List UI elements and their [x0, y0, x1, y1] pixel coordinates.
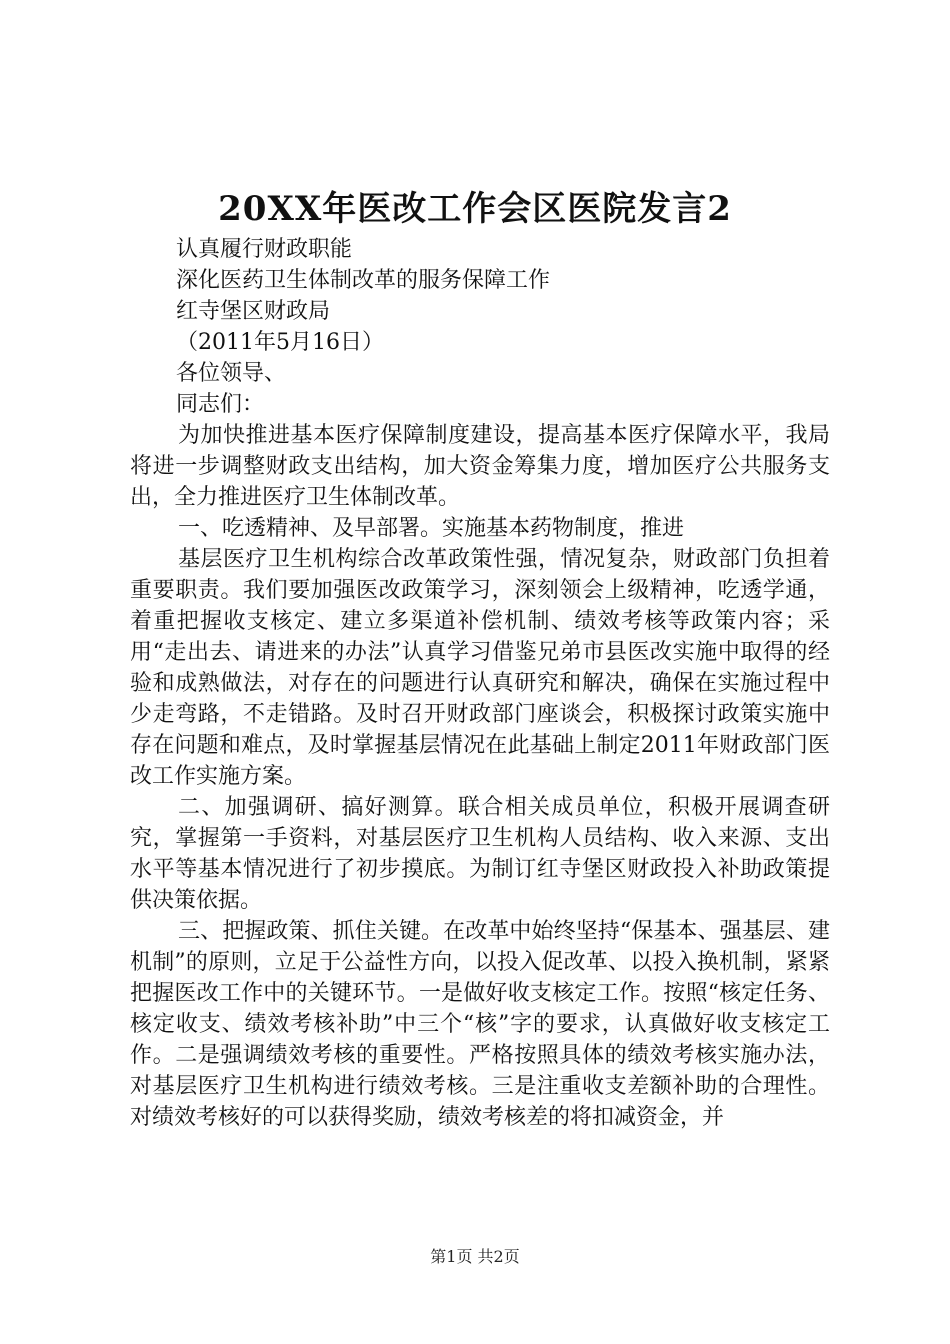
header-line-3: 红寺堡区财政局: [176, 299, 331, 324]
document-body: [130, 234, 830, 1133]
paragraph-intro: 为加快推进基本医疗保障制度建设，提高基本医疗保障水平，我局将进一步调整财政支出结构，加大资金筹集力度，增加医疗公共服务支出，全力推进医疗卫生体制改革。: [130, 423, 830, 510]
paragraph-section-1-heading: 一、吃透精神、及早部署。实施基本药物制度，推进: [178, 516, 685, 541]
paragraph-section-1-body: 基层医疗卫生机构综合改革政策性强，情况复杂，财政部门负担着重要职责。我们要加强医改政策学习，深刻领会上级精神，吃透学通，着重把握收支核定、建立多渠道补偿机制、绩效考核等政策内容；采用“走出去、请进来的办法”认真学习借鉴兄弟市县医改实施中取得的经验和成熟做法，对存在的问题进行认真研究和解决，确保在实施过程中少走弯路，不走错路。及时召开财政部门座谈会，积极探讨政策实施中存在问题和难点，及时掌握基层情况在此基础上制定2011年财政部门医改工作实施方案。: [130, 547, 830, 789]
paragraph-section-3: 三、把握政策、抓住关键。在改革中始终坚持“保基本、强基层、建机制”的原则，立足于公益性方向，以投入促改革、以投入换机制，紧紧把握医改工作中的关键环节。一是做好收支核定工作。按照“核定任务、核定收支、绩效考核补助”中三个“核”字的要求，认真做好收支核定工作。二是强调绩效考核的重要性。严格按照具体的绩效考核实施办法，对基层医疗卫生机构进行绩效考核。三是注重收支差额补助的合理性。对绩效考核好的可以获得奖励，绩效考核差的将扣减资金，并: [130, 919, 830, 1130]
paragraph-section-2: 二、加强调研、搞好测算。联合相关成员单位，积极开展调查研究，掌握第一手资料，对基层医疗卫生机构人员结构、收入来源、支出水平等基本情况进行了初步摸底。为制订红寺堡区财政投入补助政策提供决策依据。: [130, 795, 830, 913]
header-line-2: 深化医药卫生体制改革的服务保障工作: [176, 268, 551, 293]
salutation-line-1: 各位领导、: [176, 361, 287, 386]
header-line-date: （2011年5月16日）: [176, 330, 384, 355]
document-title: 20XX年医改工作会区医院发言2: [218, 189, 732, 229]
header-line-1: 认真履行财政职能: [176, 237, 353, 262]
salutation-line-2: 同志们：: [176, 392, 265, 417]
page-footer: 第1页 共2页: [430, 1247, 520, 1266]
